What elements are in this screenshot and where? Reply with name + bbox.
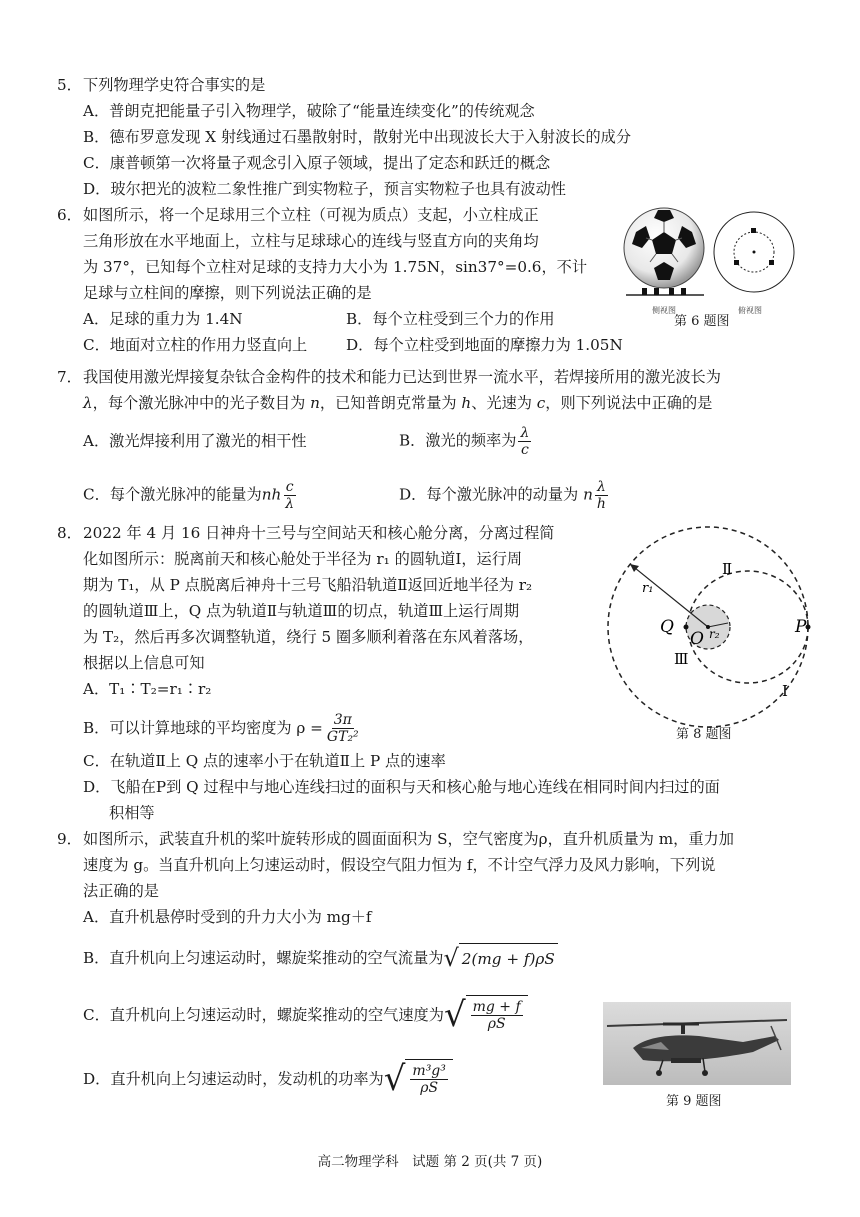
coefficient: n: [583, 485, 593, 503]
question-7-options: [57, 420, 817, 516]
fraction: [595, 479, 608, 512]
label-orbit-III: Ⅲ: [674, 650, 689, 668]
side-view-label: 侧视图: [652, 306, 676, 315]
numerator: 3π: [333, 711, 352, 728]
fraction: [325, 712, 361, 745]
option-a: A．足球的重力为 1.4N: [83, 310, 243, 328]
question-stem-line: 根据以上信息可知: [83, 654, 205, 672]
option-c: C．康普顿第一次将量子观念引入原子领域，提出了定态和跃迁的概念: [83, 154, 551, 172]
fraction: [518, 425, 531, 458]
figure-6: [620, 202, 800, 320]
radical-sign: √: [443, 944, 459, 972]
question-stem-line: 为 T₂，然后再多次调整轨道，绕行 5 圈多顺利着落在东风着落场，: [83, 628, 534, 646]
question-stem-line: 2022 年 4 月 16 日神舟十三号与空间站天和核心舱分离，分离过程简: [83, 524, 555, 542]
numerator: λ: [520, 424, 530, 441]
question-5: [57, 72, 631, 202]
question-number: 8．: [57, 524, 82, 542]
option-a: A．普朗克把能量子引入物理学，破除了“能量连续变化”的传统观念: [83, 102, 535, 120]
question-6: [57, 202, 617, 306]
question-stem-line: 我国使用激光焊接复杂钛合金构件的技术和能力已达到世界一流水平，若焊接所用的激光波长为: [83, 368, 721, 386]
option-b: B．德布罗意发现 X 射线通过石墨散射时，散射光中出现波长大于入射波长的成分: [83, 128, 632, 146]
denominator: λ: [285, 495, 295, 512]
page-footer: 高二物理学科 试题 第 2 页(共 7 页): [317, 1154, 543, 1170]
figure-9-caption: 第 9 题图: [666, 1094, 722, 1109]
option-text: B．直升机向上匀速运动时，螺旋桨推动的空气流量为: [83, 949, 444, 967]
radicand: [405, 1059, 452, 1099]
denominator: c: [521, 441, 529, 458]
option-b: [57, 940, 617, 976]
figure-9-helicopter: [603, 1002, 791, 1085]
option-c: C．在轨道Ⅱ上 Q 点的速率小于在轨道Ⅱ上 P 点的速率: [83, 752, 446, 770]
radicand: [466, 995, 528, 1035]
option-a: A．T₁∶T₂=r₁∶r₂: [83, 680, 212, 698]
question-stem-line: 足球与立柱间的摩擦，则下列说法正确的是: [83, 284, 372, 302]
question-9: [57, 826, 817, 930]
option-c: [83, 479, 399, 512]
question-stem-line: 如图所示，武装直升机的桨叶旋转形成的圆面面积为 S，空气密度为ρ，直升机质量为 m，重力加: [83, 830, 734, 848]
figure-6-caption: 第 6 题图: [674, 314, 730, 329]
question-number: 9．: [57, 830, 82, 848]
option-text: D．直升机向上匀速运动时，发动机的功率为: [83, 1070, 384, 1088]
label-r1: r₁: [642, 581, 654, 596]
question-7: [57, 364, 817, 416]
option-c: C．地面对立柱的作用力竖直向上: [83, 336, 308, 354]
denominator: GT₂²: [326, 728, 359, 745]
question-number: 6．: [57, 206, 82, 224]
option-text: C．直升机向上匀速运动时，螺旋桨推动的空气速度为: [83, 1006, 444, 1024]
label-orbit-I: Ⅰ: [782, 682, 788, 700]
fraction: [471, 999, 523, 1032]
question-stem-line: 如图所示，将一个足球用三个立柱（可视为质点）支起，小立柱成正: [83, 206, 539, 224]
numerator: mg + f: [472, 999, 521, 1015]
question-8-options-cd: [57, 748, 817, 826]
symbol-c: c: [536, 394, 546, 412]
denominator: h: [596, 495, 606, 512]
denominator: ρS: [487, 1016, 506, 1032]
option-a: A．激光焊接利用了激光的相干性: [83, 432, 307, 450]
radicand: [459, 943, 558, 973]
option-b: [399, 425, 533, 458]
symbol-h: h: [461, 394, 472, 412]
denominator: ρS: [420, 1080, 439, 1096]
option-c: [57, 990, 617, 1040]
numerator: c: [285, 478, 294, 495]
question-stem-line: 为 37°，已知每个立柱对足球的支持力大小为 1.75N，sin37°=0.6，不计: [83, 258, 588, 276]
radicand-expression: 2(mg + f)ρS: [461, 949, 555, 968]
option-text: D．每个激光脉冲的动量为: [399, 485, 584, 503]
question-9-options: [57, 940, 617, 1104]
option-a: A．直升机悬停时受到的升力大小为 mg＋f: [83, 908, 372, 926]
question-number: 5．: [57, 76, 82, 94]
option-d: D．飞船在P到 Q 过程中与地心连线扫过的面积与天和核心舱与地心连线在相同时间内扫过的面: [83, 778, 720, 796]
option-d: [399, 479, 610, 512]
fraction: [283, 479, 296, 512]
figure-8-caption: 第 8 题图: [676, 727, 732, 742]
label-Q: Q: [660, 617, 674, 637]
stem-text: 、光速为: [471, 394, 537, 412]
label-P: P: [795, 617, 807, 637]
question-stem-line: 速度为 g。当直升机向上匀速运动时，假设空气阻力恒为 f，不计空气浮力及风力影响，下列说: [83, 856, 716, 874]
label-O: O: [690, 629, 704, 649]
stem-text: ，已知普朗克常量为: [319, 394, 462, 412]
question-8: [57, 520, 617, 748]
option-text: B．激光的频率为: [399, 431, 517, 449]
question-stem-line: 三角形放在水平地面上，立柱与足球球心的连线与竖直方向的夹角均: [83, 232, 539, 250]
coefficient: nh: [261, 485, 282, 503]
option-b: [57, 708, 617, 748]
figure-8: [596, 512, 818, 742]
stem-text: ，每个激光脉冲中的光子数目为: [92, 394, 311, 412]
question-stem-line: 化如图所示：脱离前天和核心舱处于半径为 r₁ 的圆轨道Ⅰ，运行周: [83, 550, 523, 568]
symbol-n: n: [310, 394, 320, 412]
football-side-view: [624, 208, 704, 315]
label-orbit-II: Ⅱ: [722, 560, 733, 578]
question-stem-line: 的圆轨道Ⅲ上，Q 点为轨道Ⅱ与轨道Ⅲ的切点，轨道Ⅲ上运行周期: [83, 602, 520, 620]
numerator: m³g³: [412, 1063, 446, 1079]
square-root: [384, 1059, 453, 1099]
option-text: C．每个激光脉冲的能量为: [83, 485, 262, 503]
square-root: [443, 943, 557, 973]
football-top-view: [714, 212, 794, 315]
option-text: B．可以计算地球的平均密度为 ρ =: [83, 719, 323, 737]
top-view-label: 俯视图: [738, 306, 762, 315]
option-d-continued: 积相等: [109, 804, 155, 822]
question-stem-line: 期为 T₁，从 P 点脱离后神舟十三号飞船沿轨道Ⅱ返回近地半径为 r₂: [83, 576, 533, 594]
radical-sign: √: [443, 995, 466, 1035]
square-root: [444, 995, 528, 1035]
question-number: 7．: [57, 368, 82, 386]
question-stem: 下列物理学史符合事实的是: [83, 76, 266, 94]
option-d: [57, 1054, 617, 1104]
stem-text: ，则下列说法中正确的是: [545, 394, 713, 412]
option-d: D．玻尔把光的波粒二象性推广到实物粒子，预言实物粒子也具有波动性: [83, 180, 566, 198]
label-r2: r₂: [709, 627, 720, 641]
symbol-lambda: λ: [83, 394, 93, 412]
fraction: [410, 1063, 447, 1096]
option-d: D．每个立柱受到地面的摩擦力为 1.05N: [346, 336, 623, 354]
radical-sign: √: [383, 1059, 406, 1099]
question-stem-line: 法正确的是: [83, 882, 159, 900]
option-b: B．每个立柱受到三个力的作用: [346, 310, 555, 328]
numerator: λ: [596, 478, 606, 495]
